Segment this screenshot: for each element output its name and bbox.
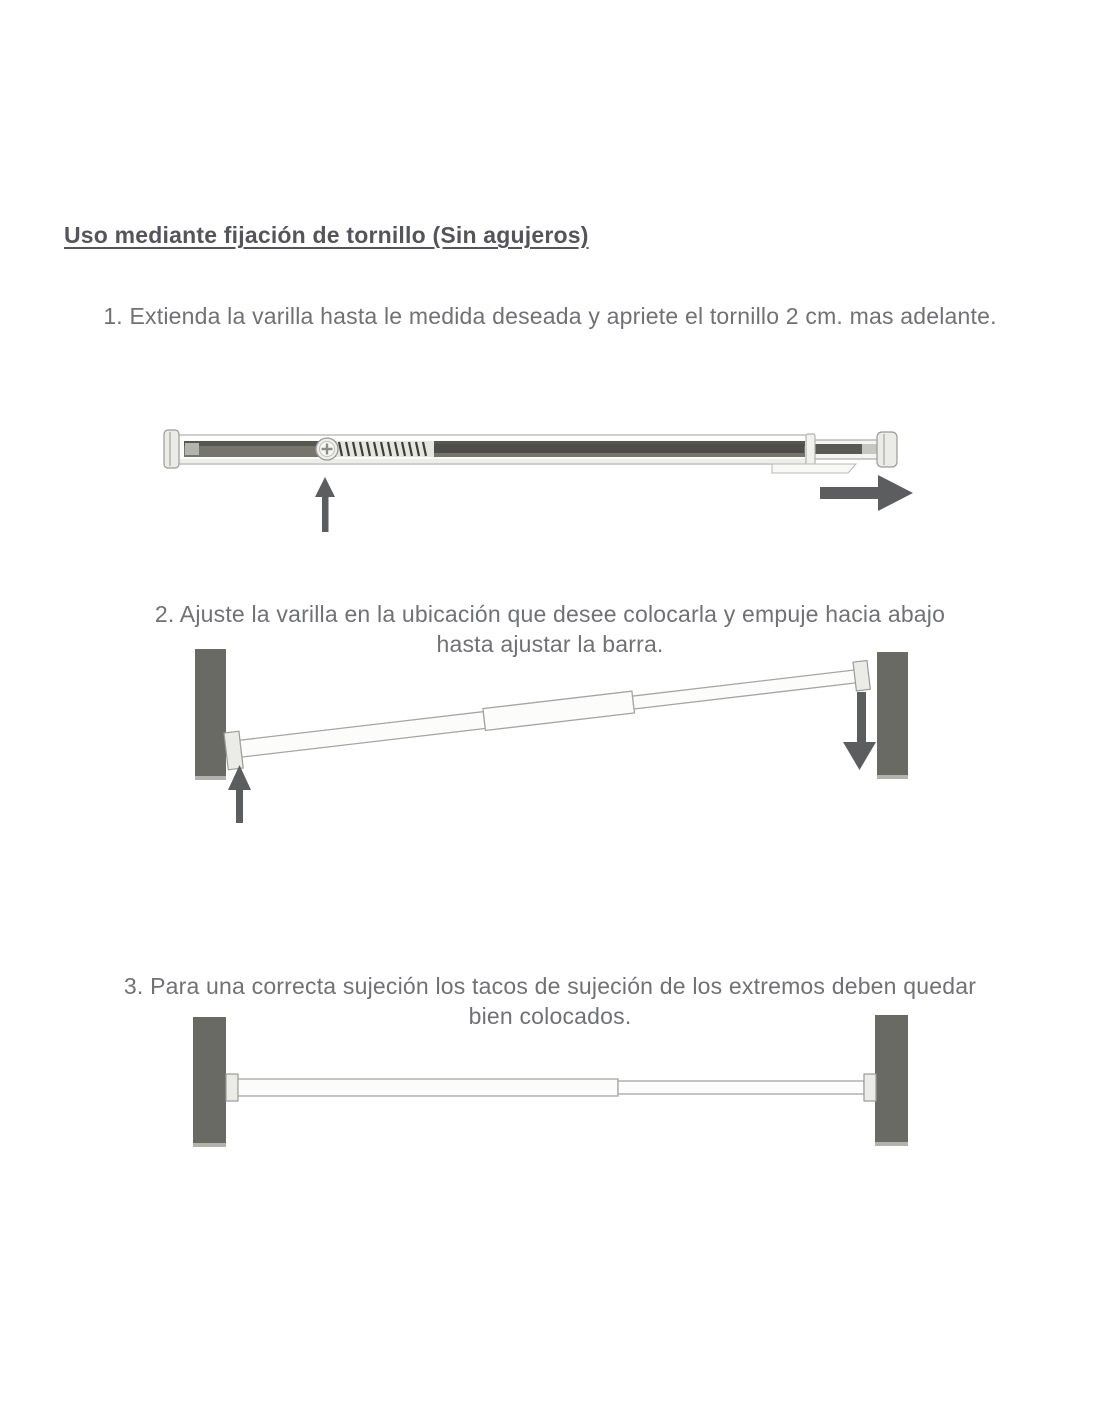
step-3-figure	[150, 1008, 960, 1158]
page-title: Uso mediante fijación de tornillo (Sin agujeros)	[64, 222, 589, 248]
right-end-cap	[853, 660, 870, 690]
wall-right	[877, 652, 908, 778]
step-1-figure	[150, 415, 950, 540]
tension-rod-angled	[224, 658, 871, 770]
left-end-cap	[226, 1074, 238, 1101]
wall-left	[195, 649, 226, 779]
step-1-instruction	[0, 301, 1100, 331]
up-arrow-icon	[228, 765, 251, 823]
wall-right	[875, 1015, 908, 1146]
right-end-cap	[877, 432, 897, 467]
down-arrow-icon	[843, 692, 876, 770]
wall-left	[193, 1017, 226, 1147]
tension-rod-horizontal	[226, 1074, 876, 1101]
right-end-cap	[864, 1074, 876, 1101]
left-end-cap	[224, 731, 243, 769]
left-end-cap	[164, 430, 179, 468]
step-1-line-1: 1. Extienda la varilla hasta le medida deseada y apriete el tornillo 2 cm. mas adelante.	[103, 303, 997, 329]
outer-tube	[164, 430, 856, 473]
step-3-line-1: 3. Para una correcta sujeción los tacos de sujeción de los extremos deben quedar	[123, 973, 977, 999]
screw-icon	[316, 438, 338, 460]
step-2-line-1: 2. Ajuste la varilla en la ubicación que desee colocarla y empuje hacia abajo	[154, 601, 946, 627]
step-2-line-2: hasta ajustar la barra.	[436, 631, 664, 657]
inner-rod-dark	[434, 444, 804, 453]
adjuster-sleeve	[483, 691, 635, 730]
up-arrow-icon	[315, 477, 335, 532]
right-arrow-icon	[820, 475, 913, 511]
step-3-line-2: bien colocados.	[468, 1003, 632, 1029]
step-2-figure	[150, 645, 960, 835]
